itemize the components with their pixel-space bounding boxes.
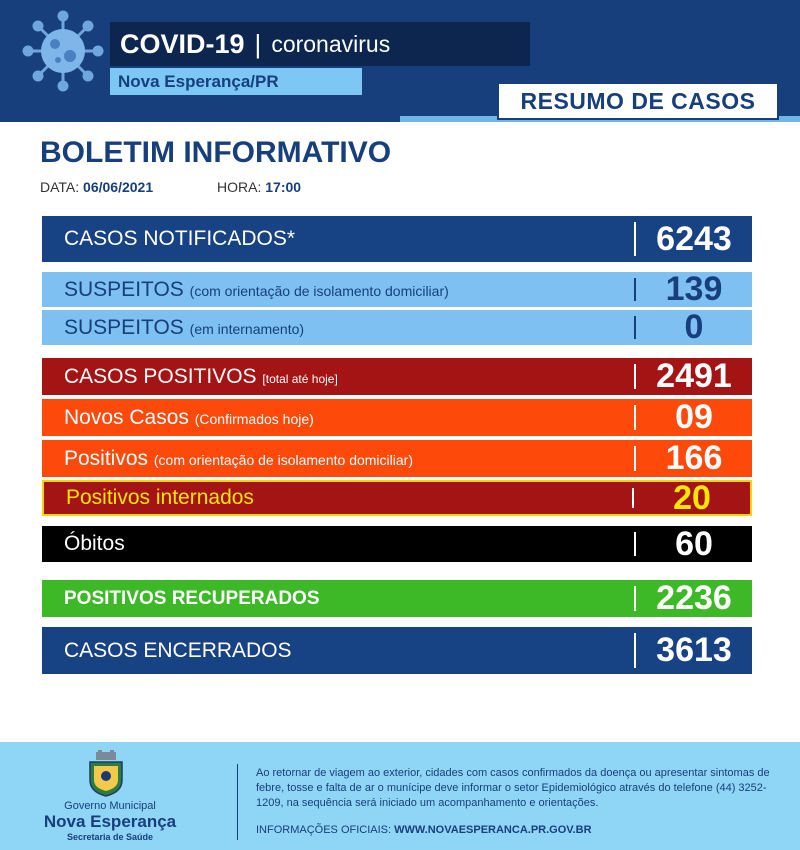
gov-line2: Nova Esperança [43,812,177,831]
footer-info [256,824,592,836]
date-label: DATA: [40,179,80,195]
row-casos-positivos [42,358,752,395]
title-main: COVID-19 [120,28,245,59]
row-value: 2236 [656,579,732,617]
time-label: HORA: [217,179,262,195]
info-url[interactable]: WWW.NOVAESPERANCA.PR.GOV.BR [394,824,592,836]
date-value: 06/06/2021 [83,179,154,195]
info-label: INFORMAÇÕES OFICIAIS: [256,824,392,836]
row-label: POSITIVOS RECUPERADOS [64,587,320,609]
row-value: 6243 [656,219,732,258]
row-value: 3613 [656,631,732,669]
row-label: CASOS NOTIFICADOS* [64,227,296,250]
row-value: 20 [673,478,711,517]
row-casos-notificados [42,216,752,262]
row-label: SUSPEITOS (em internamento) [64,315,305,339]
row-label: Positivos (com orientação de isolamento domiciliar) [64,446,413,470]
row-obitos [42,526,752,562]
title-separator: | [254,28,262,59]
footer [0,742,800,850]
row-suspeitos-domiciliar [42,272,752,307]
row-value: 2491 [656,357,732,395]
row-label: Novos Casos (Confirmados hoje) [64,405,314,429]
row-label: SUSPEITOS (com orientação de isolamento domiciliar) [64,277,449,301]
row-suspeitos-internamento [42,310,752,345]
summary-badge: RESUMO DE CASOS [497,82,779,120]
row-label: Positivos internados [66,486,254,509]
row-value: 0 [684,308,704,346]
row-value: 60 [675,524,713,563]
row-casos-encerrados [42,627,752,674]
row-label: CASOS ENCERRADOS [64,638,292,662]
row-positivos-internados [42,480,752,516]
footer-note: Ao retornar de viagem ao exterior, cidades com casos confirmados da doença ou apresentar sintomas de febre, tosse e falta de ar o munícipe deve informar o setor Epidemiológico através do telefone (44) 3252-1209, na sequência será iniciado um acompanhamento e orientações. [256,767,770,809]
date-time-line [40,179,301,195]
city-label: Nova Esperança/PR [110,68,362,95]
gov-line1: Governo Municipal [64,800,156,812]
title-sub: coronavirus [271,30,391,57]
row-positivos-domiciliar [42,440,752,477]
title-bar [110,22,530,66]
gov-line3: Secretaria de Saúde [66,832,154,842]
row-novos-casos [42,399,752,436]
footer-divider [237,764,238,840]
row-label: Óbitos [64,532,125,555]
row-positivos-recuperados [42,580,752,617]
row-value: 09 [675,398,713,436]
municipal-crest-icon [82,750,130,798]
row-value: 139 [665,270,723,308]
bulletin-title: BOLETIM INFORMATIVO [40,136,392,169]
row-label: CASOS POSITIVOS [total até hoje] [64,364,338,388]
row-value: 166 [665,439,723,477]
virus-icon [22,10,104,92]
time-value: 17:00 [265,179,302,195]
